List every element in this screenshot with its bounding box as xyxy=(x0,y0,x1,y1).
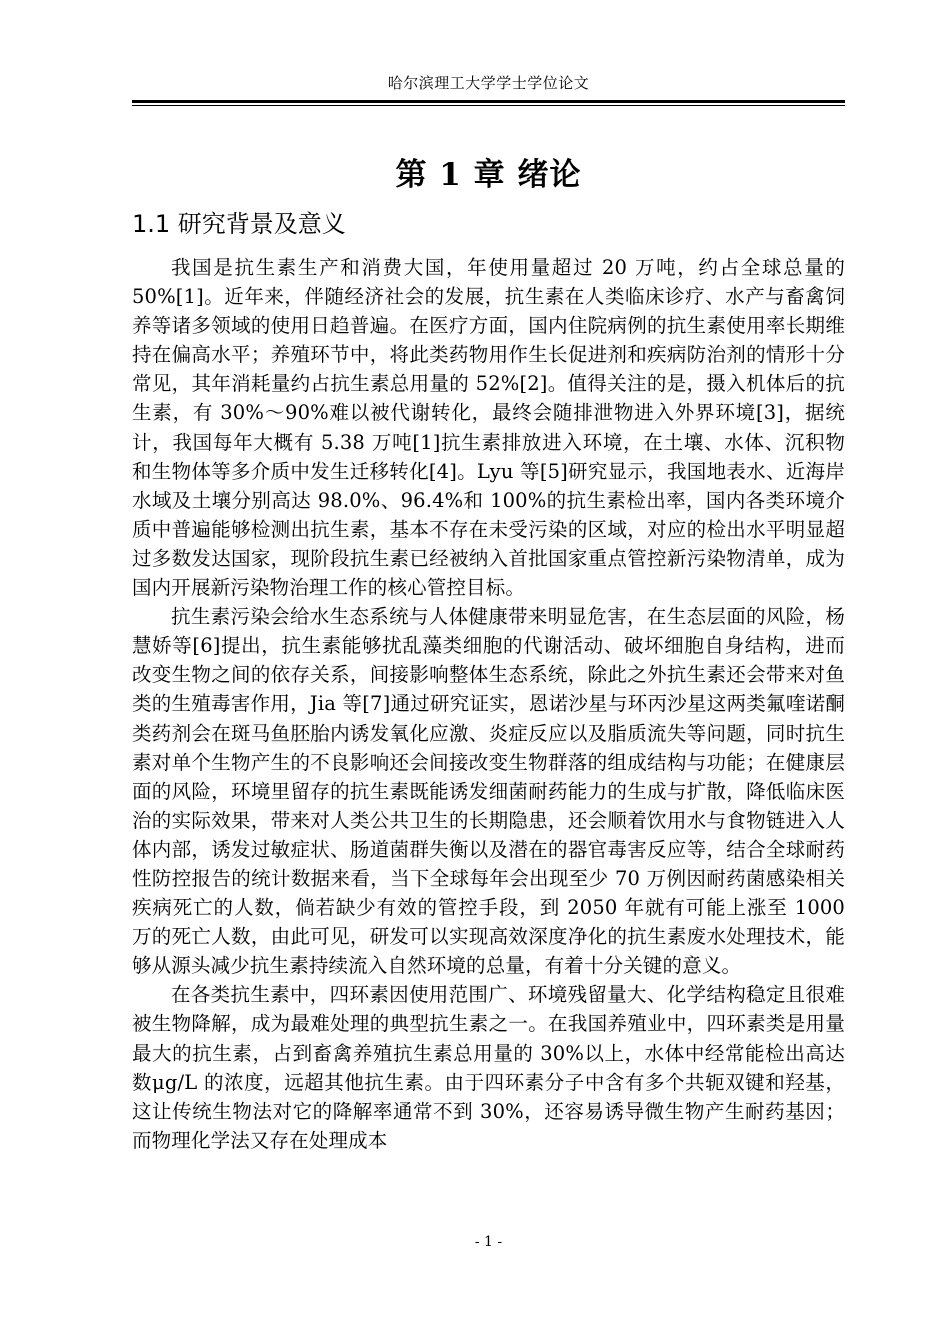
paragraph: 在各类抗生素中，四环素因使用范围广、环境残留量大、化学结构稳定且很难被生物降解，成为最难处理的典型抗生素之一。在我国养殖业中，四环素类是用量最大的抗生素，占到畜禽养殖抗生素总用量的 30%以上，水体中经常能检出高达数μg/L 的浓度，远超其他抗生素。由于四环素分子中含有多个共轭双键和羟基，这让传统生物法对它的降解率通常不到 30%，还容易诱导微生物产生耐药基因；而物理化学法又存在处理成本 xyxy=(132,983,845,1152)
chapter-title: 第 1 章 绪论 xyxy=(395,157,582,193)
header-rule-thick xyxy=(132,100,845,103)
page-number: - 1 - xyxy=(474,1234,503,1250)
paragraph: 我国是抗生素生产和消费大国，年使用量超过 20 万吨，约占全球总量的 50%[1]。近年来，伴随经济社会的发展，抗生素在人类临床诊疗、水产与畜禽饲养等诸多领域的使用日趋普遍。在医疗方面，国内住院病例的抗生素使用率长期维持在偏高水平；养殖环节中，将此类药物用作生长促进剂和疾病防治剂的情形十分常见，其年消耗量约占抗生素总用量的 52%[2]。值得关注的是，摄入机体后的抗生素，有 30%～90%难以被代谢转化，最终会随排泄物进入外界环境[3]，据统计，我国每年大概有 5.38 万吨[1]抗生素排放进入环境，在土壤、水体、沉积物和生物体等多介质中发生迁移转化[4]。Lyu 等[5]研究显示，我国地表水、近海岸水域及土壤分别高达 98.0%、96.4%和 100%的抗生素检出率，国内各类环境介质中普遍能够检测出抗生素，基本不存在未受污染的区域，对应的检出水平明显超过多数发达国家，现阶段抗生素已经被纳入首批国家重点管控新污染物清单，成为国内开展新污染物治理工作的核心管控目标。 xyxy=(132,256,845,600)
paragraph: 抗生素污染会给水生态系统与人体健康带来明显危害，在生态层面的风险，杨慧娇等[6]提出，抗生素能够扰乱藻类细胞的代谢活动、破坏细胞自身结构，进而改变生物之间的依存关系，间接影响整体生态系统，除此之外抗生素还会带来对鱼类的生殖毒害作用，Jia 等[7]通过研究证实，恩诺沙星与环丙沙星这两类氟喹诺酮类药剂会在斑马鱼胚胎内诱发氧化应激、炎症反应以及脂质流失等问题，同时抗生素对单个生物产生的不良影响还会间接改变生物群落的组成结构与功能；在健康层面的风险，环境里留存的抗生素既能诱发细菌耐药能力的生成与扩散，降低临床医治的实际效果，带来对人类公共卫生的长期隐患，还会顺着饮用水与食物链进入人体内部，诱发过敏症状、肠道菌群失衡以及潜在的器官毒害反应等，结合全球耐药性防控报告的统计数据来看，当下全球每年会出现至少 70 万例因耐药菌感染相关疾病死亡的人数，倘若缺少有效的管控手段，到 2050 年就有可能上涨至 1000 万的死亡人数，由此可见，研发可以实现高效深度净化的抗生素废水处理技术，能够从源头减少抗生素持续流入自然环境的总量，有着十分关键的意义。 xyxy=(132,605,845,978)
header-rule-thin xyxy=(132,105,845,106)
section-title: 1.1 研究背景及意义 xyxy=(132,210,346,238)
body-text xyxy=(132,253,845,1155)
running-header: 哈尔滨理工大学学士学位论文 xyxy=(387,74,590,92)
